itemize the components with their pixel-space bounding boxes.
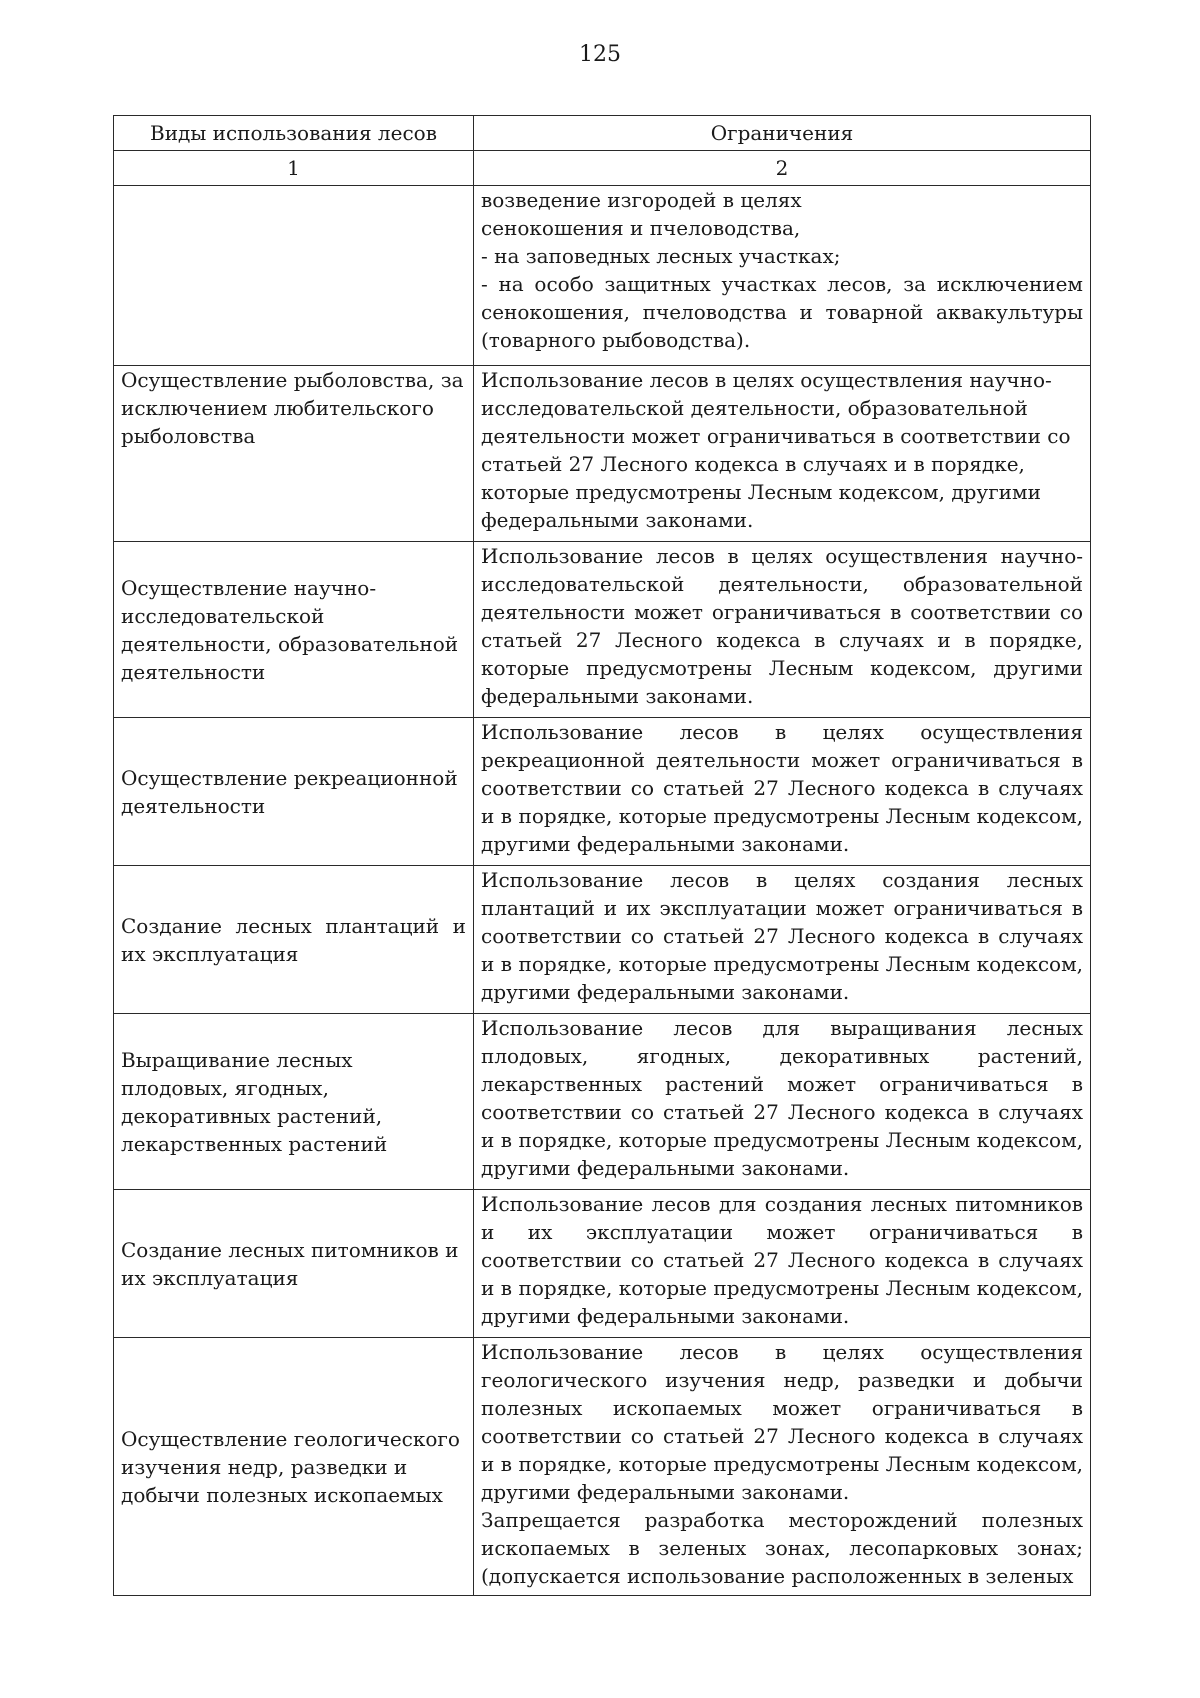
limits-text: Использование лесов для выращивания лесных плодовых, ягодных, декоративных растений, лекарственных растений может ограничиваться в соответствии со статьей 27 Лесного кодекса в случаях и в порядке, которые предусмотрены Лесным кодексом, другими федеральными законами. bbox=[481, 1016, 1083, 1180]
limits-text: - на заповедных лесных участках; bbox=[481, 244, 841, 268]
limits-text: Использование лесов в целях осуществления геологического изучения недр, разведки и добычи полезных ископаемых может ограничиваться в соответствии со статьей 27 Лесного кодекса в случаях и в порядке, которые предусмотрены Лесным кодексом, другими федеральными законами. bbox=[481, 1340, 1083, 1504]
page-number: 125 bbox=[579, 42, 621, 67]
use-cell bbox=[114, 186, 474, 366]
forest-use-limits-table bbox=[113, 115, 1091, 1596]
limits-text: Использование лесов в целях осуществления рекреационной деятельности может ограничиваться в соответствии со статьей 27 Лесного кодекса в случаях и в порядке, которые предусмотрены Лесным кодексом, другими федеральными законами. bbox=[481, 720, 1083, 856]
limits-cell bbox=[474, 366, 1091, 542]
limits-cell bbox=[474, 866, 1091, 1014]
header-restrictions: Ограничения bbox=[474, 116, 1091, 151]
use-cell: Создание лесных питомников и их эксплуатация bbox=[114, 1190, 474, 1338]
limits-text: Использование лесов в целях осуществления научно-исследовательской деятельности, образовательной деятельности может ограничиваться в соответствии со статьей 27 Лесного кодекса в случаях и в порядке, которые предусмотрены Лесным кодексом, другими федеральными законами. bbox=[481, 544, 1083, 708]
table-row bbox=[114, 1338, 1091, 1596]
column-number-1: 1 bbox=[114, 151, 474, 186]
limits-cell bbox=[474, 1014, 1091, 1190]
limits-text: Использование лесов в целях осуществления научно-исследовательской деятельности, образовательной деятельности может ограничиваться в соответствии со статьей 27 Лесного кодекса в случаях и в порядке, которые предусмотрены Лесным кодексом, другими федеральными законами. bbox=[481, 368, 1071, 532]
table-row bbox=[114, 366, 1091, 542]
column-number-2: 2 bbox=[474, 151, 1091, 186]
limits-text: Использование лесов в целях создания лесных плантаций и их эксплуатации может ограничиваться в соответствии со статьей 27 Лесного кодекса в случаях и в порядке, которые предусмотрены Лесным кодексом, другими федеральными законами. bbox=[481, 868, 1083, 1004]
header-forest-use-types: Виды использования лесов bbox=[114, 116, 474, 151]
table-row bbox=[114, 866, 1091, 1014]
limits-cell bbox=[474, 718, 1091, 866]
table-row bbox=[114, 1014, 1091, 1190]
table-row bbox=[114, 718, 1091, 866]
table-row bbox=[114, 186, 1091, 366]
use-cell: Выращивание лесных плодовых, ягодных, декоративных растений, лекарственных растений bbox=[114, 1014, 474, 1190]
use-cell: Осуществление научно-исследовательской деятельности, образовательной деятельности bbox=[114, 542, 474, 718]
limits-cell bbox=[474, 1338, 1091, 1596]
column-number-row bbox=[114, 151, 1091, 186]
use-cell: Осуществление рыболовства, за исключением любительского рыболовства bbox=[114, 366, 474, 542]
table-row bbox=[114, 542, 1091, 718]
limits-text: Запрещается разработка месторождений полезных ископаемых в зеленых зонах, лесопарковых зонах; (допускается использование расположенных в зеленых bbox=[481, 1508, 1083, 1588]
table-header-row bbox=[114, 116, 1091, 151]
limits-text: - на особо защитных участках лесов, за исключением сенокошения, пчеловодства и товарной аквакультуры (товарного рыбоводства). bbox=[481, 272, 1083, 352]
limits-cell bbox=[474, 1190, 1091, 1338]
table-row bbox=[114, 1190, 1091, 1338]
limits-cell bbox=[474, 186, 1091, 366]
use-cell: Осуществление геологического изучения недр, разведки и добычи полезных ископаемых bbox=[114, 1338, 474, 1596]
use-cell: Создание лесных плантаций и их эксплуатация bbox=[114, 866, 474, 1014]
use-cell: Осуществление рекреационной деятельности bbox=[114, 718, 474, 866]
limits-text: возведение изгородей в целях сенокошения и пчеловодства, bbox=[481, 188, 802, 240]
limits-cell bbox=[474, 542, 1091, 718]
limits-text: Использование лесов для создания лесных питомников и их эксплуатации может ограничиваться в соответствии со статьей 27 Лесного кодекса в случаях и в порядке, которые предусмотрены Лесным кодексом, другими федеральными законами. bbox=[481, 1192, 1083, 1328]
